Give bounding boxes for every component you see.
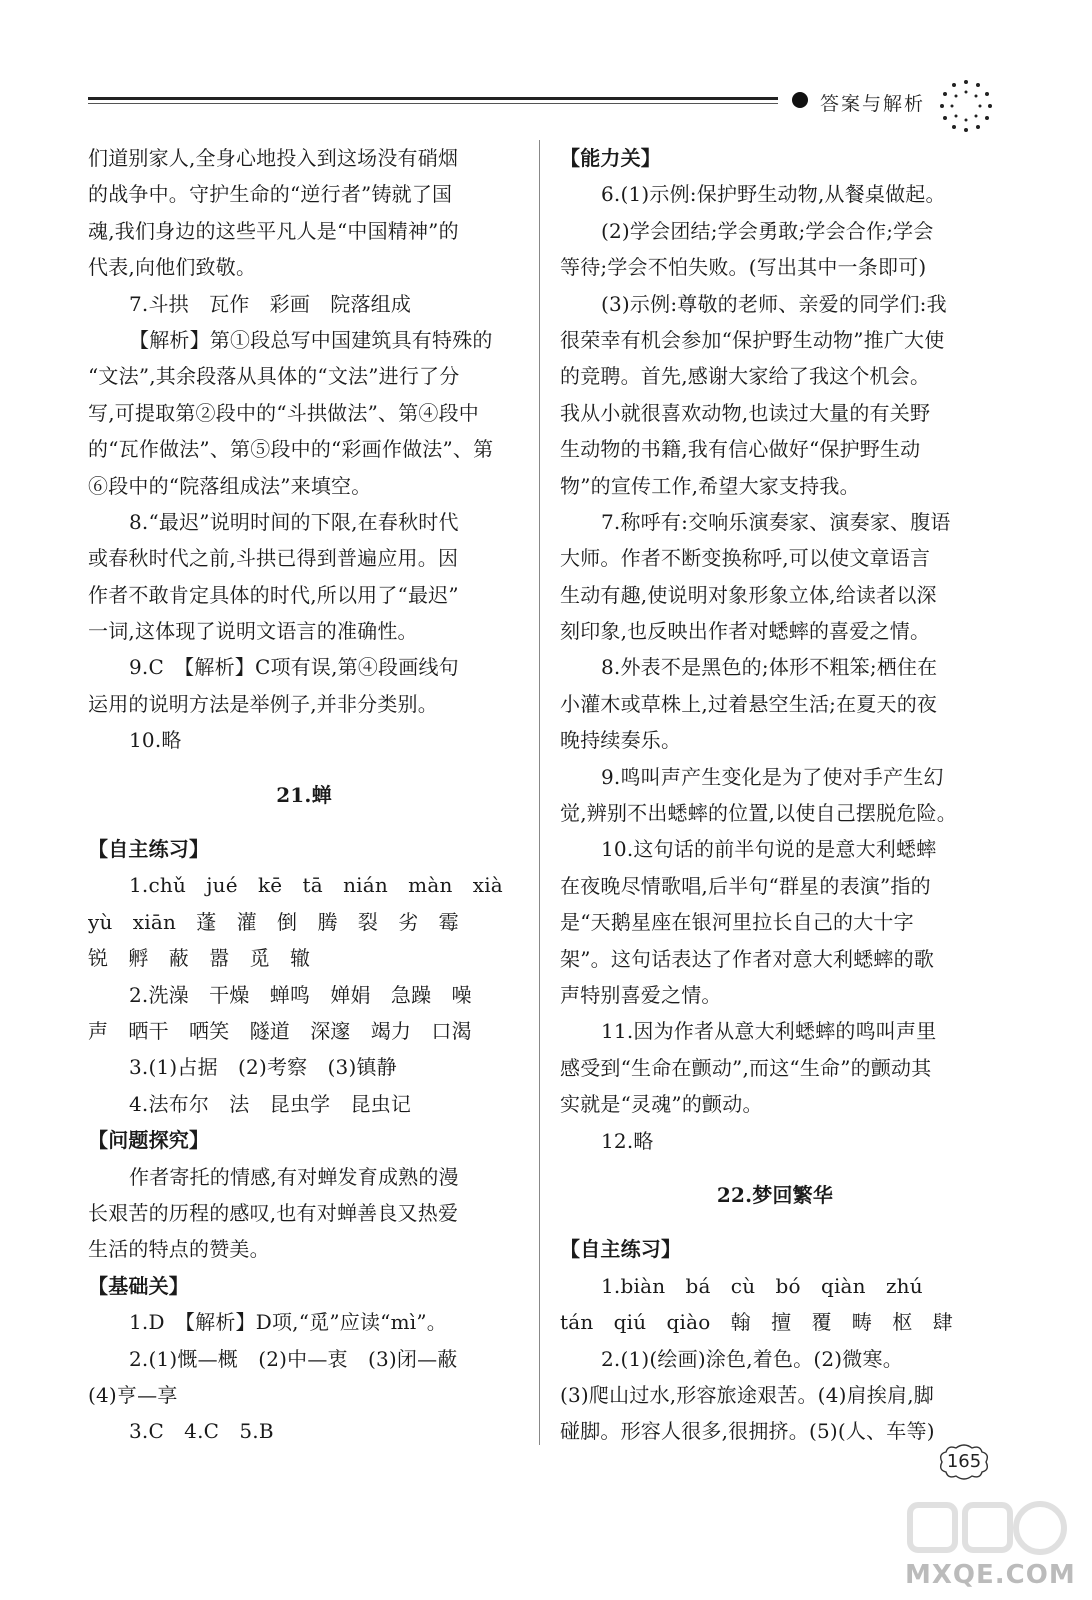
section-heading: 【自主练习】 xyxy=(560,1237,682,1262)
text-line: 是“天鹅星座在银河里拉长自己的大十字 xyxy=(560,910,914,935)
text-line: 在夜晚尽情歌唱,后半句“群星的表演”指的 xyxy=(560,873,931,898)
column-divider xyxy=(539,140,540,1445)
section-heading: 【自主练习】 xyxy=(88,837,210,862)
text-line: 感受到“生命在颤动”,而这“生命”的颤动其 xyxy=(560,1055,932,1080)
text-line: 10.略 xyxy=(129,728,182,753)
text-line: ⑥段中的“院落组成法”来填空。 xyxy=(88,473,372,498)
text-line: 8.“最迟”说明时间的下限,在春秋时代 xyxy=(129,509,459,534)
text-line: 声特别喜爱之情。 xyxy=(560,982,722,1007)
text-line: 的战争中。守护生命的“逆行者”铸就了国 xyxy=(88,182,453,207)
right-column xyxy=(560,140,990,1450)
text-line: 实就是“灵魂”的颤动。 xyxy=(560,1092,763,1117)
text-line: yù xiān 蓬 灌 倒 腾 裂 劣 霉 xyxy=(88,909,459,934)
text-line: (3)示例:尊敬的老师、亲爱的同学们:我 xyxy=(601,291,947,316)
text-line: 的竞聘。首先,感谢大家给了我这个机会。 xyxy=(560,364,931,389)
text-line: 7.称呼有:交响乐演奏家、演奏家、腹语 xyxy=(601,509,951,534)
text-line: 的“瓦作做法”、第⑤段中的“彩画作做法”、第 xyxy=(88,437,494,462)
text-line: 3.(1)占据 (2)考察 (3)镇静 xyxy=(129,1055,397,1080)
text-line: 一词,这体现了说明文语言的准确性。 xyxy=(88,619,418,644)
text-line: 架”。这句话表达了作者对意大利蟋蟀的歌 xyxy=(560,946,935,971)
text-line: 7.斗拱 瓦作 彩画 院落组成 xyxy=(129,291,412,316)
page-number-badge xyxy=(934,1442,994,1482)
text-line: (4)亨—享 xyxy=(88,1382,178,1407)
text-line: 晚持续奏乐。 xyxy=(560,728,682,753)
text-line: 生活的特点的赞美。 xyxy=(88,1237,270,1262)
right-spacer xyxy=(560,1213,990,1231)
text-line: 作者寄托的情感,有对蝉发育成熟的漫 xyxy=(129,1164,459,1189)
text-line: “文法”,其余段落从具体的“文法”进行了分 xyxy=(88,364,460,389)
text-line: 生动物的书籍,我有信心做好“保护野生动 xyxy=(560,437,921,462)
left-column xyxy=(88,140,520,1450)
page-number: 165 xyxy=(946,1451,982,1472)
text-line: 大师。作者不断变换称呼,可以使文章语言 xyxy=(560,546,931,571)
right-spacer xyxy=(560,1159,990,1177)
text-line: tán qiú qiào 翰 擅 覆 畴 枢 肆 xyxy=(560,1310,953,1335)
text-line: 写,可提取第②段中的“斗拱做法”、第④段中 xyxy=(88,400,480,425)
text-line: 碰脚。形容人很多,很拥挤。(5)(人、车等) xyxy=(560,1419,935,1444)
watermark-text: MXQE.COM xyxy=(905,1560,1076,1590)
text-line: 2.洗澡 干燥 蝉鸣 婵娟 急躁 噪 xyxy=(129,982,472,1007)
text-line: 1.D 【解析】D项,“觅”应读“mì”。 xyxy=(129,1310,447,1335)
text-line: 1.chǔ jué kē tā nián màn xià xyxy=(129,873,503,898)
text-line: 6.(1)示例:保护野生动物,从餐桌做起。 xyxy=(601,182,946,207)
header-rule xyxy=(88,97,778,100)
text-line: 刻印象,也反映出作者对蟋蟀的喜爱之情。 xyxy=(560,619,931,644)
text-line: 等待;学会不怕失败。(写出其中一条即可) xyxy=(560,255,927,280)
text-line: 觉,辨别不出蟋蟀的位置,以使自己摆脱危险。 xyxy=(560,801,957,826)
text-line: 9.C 【解析】C项有误,第④段画线句 xyxy=(129,655,459,680)
dotted-ring-icon xyxy=(936,76,996,136)
text-line: 很荣幸有机会参加“保护野生动物”推广大使 xyxy=(560,327,945,352)
text-line: 生动有趣,使说明对象形象立体,给读者以深 xyxy=(560,582,937,607)
text-line: 声 晒干 哂笑 隧道 深邃 竭力 口渴 xyxy=(88,1018,472,1043)
chapter-title: 22.梦回繁华 xyxy=(716,1182,834,1207)
text-line: (3)爬山过水,形容旅途艰苦。(4)肩挨肩,脚 xyxy=(560,1382,934,1407)
text-line: 们道别家人,全身心地投入到这场没有硝烟 xyxy=(88,146,459,170)
section-heading: 【能力关】 xyxy=(560,146,661,170)
text-line: 【解析】第①段总写中国建筑具有特殊的 xyxy=(129,327,493,352)
text-line: 2.(1)(绘画)涂色,着色。(2)微寒。 xyxy=(601,1346,903,1371)
running-header-title: 答案与解析 xyxy=(820,93,926,115)
text-line: 魂,我们身边的这些平凡人是“中国精神”的 xyxy=(88,218,459,243)
text-line: 锐 孵 蔽 嚣 觅 辙 xyxy=(88,946,311,971)
text-line: 我从小就很喜欢动物,也读过大量的有关野 xyxy=(560,400,931,425)
text-line: 1.biàn bá cù bó qiàn zhú xyxy=(601,1273,923,1298)
text-line: 12.略 xyxy=(601,1128,654,1153)
text-line: 作者不敢肯定具体的时代,所以用了“最迟” xyxy=(88,582,459,607)
text-line: (2)学会团结;学会勇敢;学会合作;学会 xyxy=(601,218,934,243)
text-line: 小灌木或草株上,过着悬空生活;在夏天的夜 xyxy=(560,691,938,716)
left-spacer xyxy=(88,759,520,777)
text-line: 4.法布尔 法 昆虫学 昆虫记 xyxy=(129,1091,412,1116)
section-heading: 【基础关】 xyxy=(88,1273,189,1298)
text-line: 运用的说明方法是举例子,并非分类别。 xyxy=(88,691,438,716)
text-line: 物”的宣传工作,希望大家支持我。 xyxy=(560,473,860,498)
text-line: 长艰苦的历程的感叹,也有对蝉善良又热爱 xyxy=(88,1200,459,1225)
text-line: 代表,向他们致敬。 xyxy=(88,255,257,280)
chapter-title: 21.蝉 xyxy=(276,782,332,807)
section-heading: 【问题探究】 xyxy=(88,1128,210,1153)
text-line: 或春秋时代之前,斗拱已得到普遍应用。因 xyxy=(88,546,459,571)
text-line: 2.(1)慨—概 (2)中—衷 (3)闭—蔽 xyxy=(129,1346,458,1371)
text-line: 8.外表不是黑色的;体形不粗笨;栖住在 xyxy=(601,655,938,680)
text-line: 9.鸣叫声产生变化是为了使对手产生幻 xyxy=(601,764,944,789)
bullet-dot-icon xyxy=(792,92,808,108)
text-line: 10.这句话的前半句说的是意大利蟋蟀 xyxy=(601,837,937,862)
left-spacer xyxy=(88,813,520,831)
header-rule-thin xyxy=(88,103,778,104)
text-line: 11.因为作者从意大利蟋蟀的鸣叫声里 xyxy=(601,1019,937,1044)
text-line: 3.C 4.C 5.B xyxy=(129,1419,274,1444)
